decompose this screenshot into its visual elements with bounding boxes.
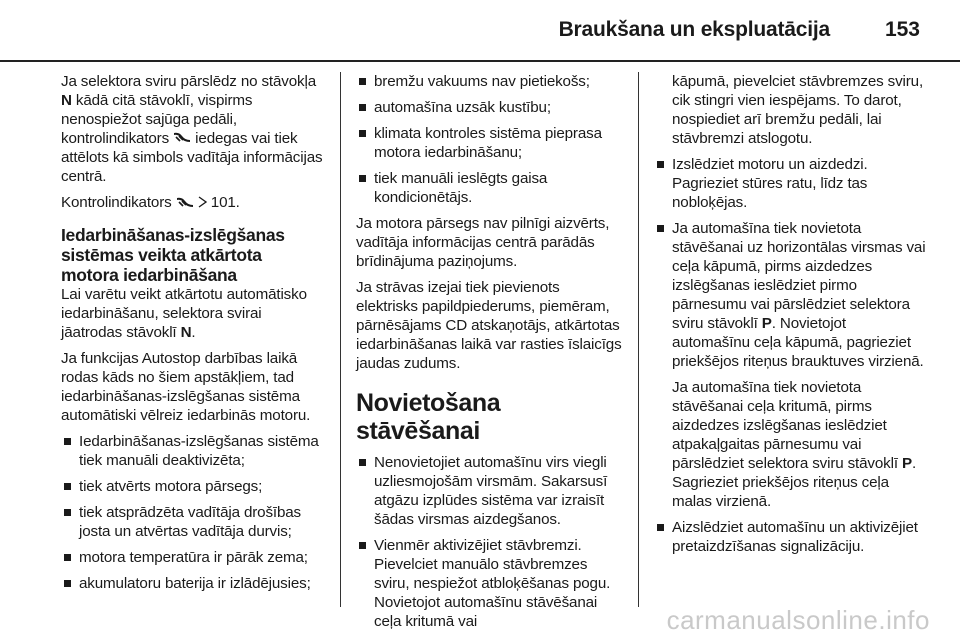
bullet-list [654, 72, 926, 556]
bullet-list [61, 432, 323, 593]
page-title: Braukšana un ekspluatācija [558, 18, 830, 41]
list-item: akumulatoru baterija ir izlādējusies; [61, 574, 323, 593]
column-divider [340, 72, 341, 607]
paragraph: Ja selektora sviru pārslēdz no stāvokļa N kādā citā stāvoklī, vispirms nenospiežot sajūga pedāli, kontrolindikators iedegas vai tiek attēlots kā simbols vadītāja informācijas centrā. [61, 73, 323, 186]
list-item: Nenovietojiet automašīnu virs viegli uzliesmojošām virsmām. Sakarsusī atgāzu izplūdes sistēma var izraisīt šādas virsmas aizdegšanos. [356, 453, 624, 529]
paragraph: Ja motora pārsegs nav pilnīgi aizvērts, vadītāja informācijas centrā parādās brīdinājuma paziņojums. [356, 215, 610, 270]
column-2 [356, 72, 624, 638]
list-item: Izslēdziet motoru un aizdedzi. Pagrieziet stūres ratu, līdz tas nobloķējas. [654, 155, 926, 212]
list-item: Vienmēr aktivizējiet stāvbremzi. Pievelciet manuālo stāvbremzes sviru, nespiežot atbloķēšanas pogu. Novietojot automašīnu stāvēšanai ceļa kritumā vai [356, 536, 624, 631]
section-heading: Novietošana stāvēšanai [356, 389, 501, 445]
section-heading: Iedarbināšanas-izslēgšanas sistēmas veikta atkārtota motora iedarbināšana [61, 224, 285, 285]
column-3 [654, 72, 926, 563]
list-item: tiek atvērts motora pārsegs; [61, 477, 323, 496]
bullet-list [356, 72, 624, 207]
paragraph: Ja strāvas izejai tiek pievienots elektrisks papildpiederums, piemēram, pārnēsājams CD atskaņotājs, atkārtotas iedarbināšanas laikā var rasties īslaicīgs jaudas zudums. [356, 279, 622, 372]
column-1 [61, 72, 323, 600]
list-item: automašīna uzsāk kustību; [356, 98, 624, 117]
list-item: tiek atsprādzēta vadītāja drošības josta un atvērtas vadītāja durvis; [61, 503, 323, 541]
paragraph: Kontrolindikators 101. [61, 194, 240, 212]
list-item: tiek manuāli ieslēgts gaisa kondicionētājs. [356, 169, 624, 207]
list-item: Aizslēdziet automašīnu un aktivizējiet pretaizdzīšanas signalizāciju. [654, 518, 926, 556]
list-item: Ja automašīna tiek novietota stāvēšanai uz horizontālas virsmas vai ceļa kāpumā, pirms aizdedzes izslēgšanas ieslēdziet pirmo pārnesumu vai pārslēdziet selektora sviru stāvoklī P. Novietojot automašīnu ceļa kāpumā, pagrieziet priekšējos riteņus brauktuves virzienā. [654, 219, 926, 371]
list-item: motora temperatūra ir pārāk zema; [61, 548, 323, 567]
page-number: 153 [884, 18, 920, 41]
list-item: bremžu vakuums nav pietiekošs; [356, 72, 624, 91]
watermark: carmanualsonline.info [666, 605, 930, 635]
list-item-continuation: Ja automašīna tiek novietota stāvēšanai ceļa kritumā, pirms aizdedzes izslēgšanas ieslēdziet atpakaļgaitas pārnesumu vai pārslēdziet selektora sviru stāvoklī P. Sagrieziet priekšējos riteņus ceļa malas virzienā. [672, 379, 917, 510]
column-divider [638, 72, 639, 607]
bullet-list [356, 453, 624, 631]
paragraph: Lai varētu veikt atkārtotu automātisko iedarbināšanu, selektora svirai jāatrodas stāvoklī N. [61, 285, 307, 341]
page-reference-icon [198, 194, 207, 213]
autostop-indicator-icon [176, 194, 194, 213]
list-item: Iedarbināšanas-izslēgšanas sistēma tiek manuāli deaktivizēta; [61, 432, 323, 470]
list-item-continuation: kāpumā, pievelciet stāvbremzes sviru, cik stingri vien iespējams. To darot, nospiediet arī bremžu pedāli, lai stāvbremzi atslogotu. [672, 73, 924, 147]
page-header [0, 0, 960, 64]
paragraph: Ja funkcijas Autostop darbības laikā rodas kāds no šiem apstākļiem, tad iedarbināšanas-izslēgšanas sistēma automātiski vēlreiz iedarbinās motoru. [61, 349, 311, 424]
header-rule [0, 60, 960, 62]
list-item: klimata kontroles sistēma pieprasa motora iedarbināšanu; [356, 124, 624, 162]
autostop-indicator-icon [173, 129, 191, 148]
